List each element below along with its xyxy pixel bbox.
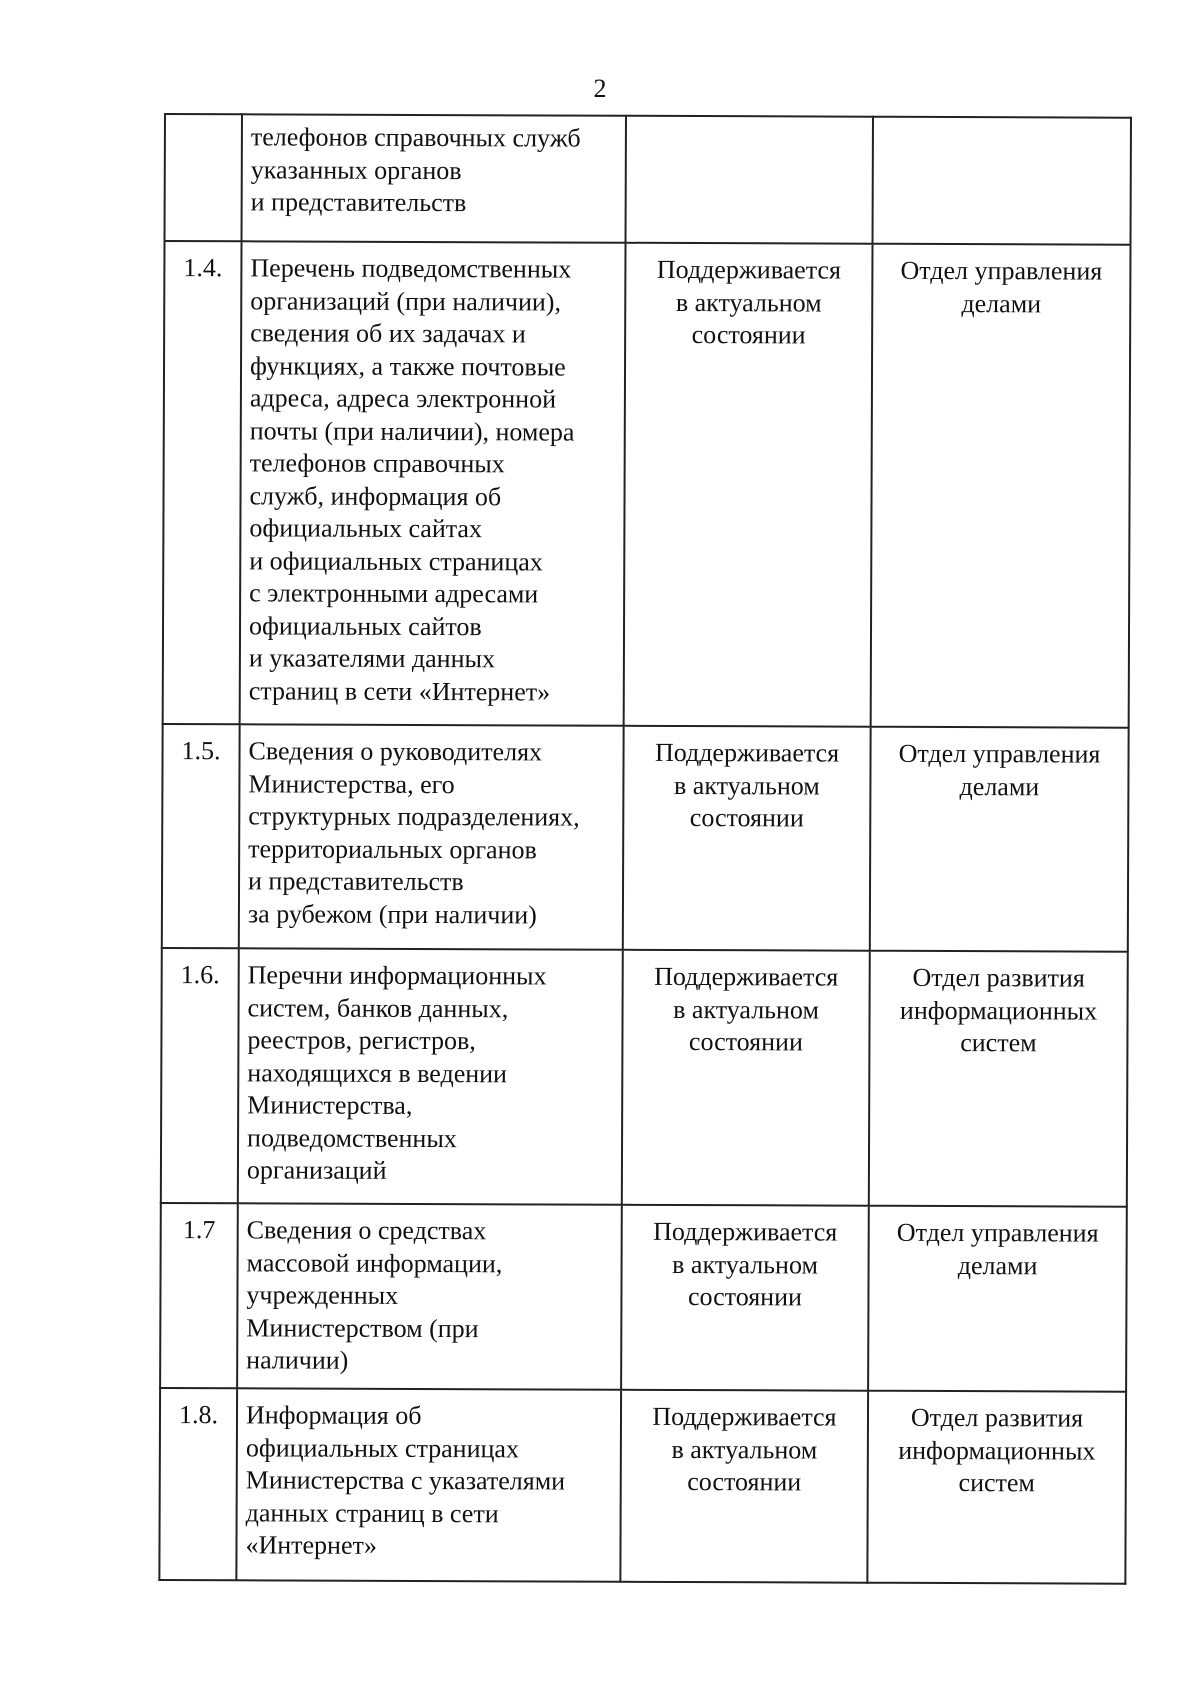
text-line: в актуальном (671, 1434, 818, 1465)
text-line: организаций (при наличии), (250, 285, 562, 317)
text-line: с электронными адресами (249, 578, 539, 609)
text-line: массовой информации, (246, 1247, 503, 1278)
text-line: Министерством (при (246, 1312, 479, 1343)
text-line: в актуальном (675, 287, 822, 318)
text-line: подведомственных (247, 1122, 457, 1153)
row-number-cell: 1.8. (159, 1388, 237, 1580)
page-number: 2 (593, 74, 607, 103)
text-line: Информация об (245, 1400, 422, 1430)
table-row (160, 1203, 1127, 1392)
text-line: «Интернет» (245, 1530, 377, 1560)
text-line: в актуальном (672, 1249, 819, 1280)
text-line: и указателями данных (248, 643, 496, 674)
row-number-cell: 1.5. (162, 724, 240, 948)
info-name-cell (238, 948, 623, 1204)
info-name-cell (240, 241, 626, 725)
responsible-dept-cell (868, 1206, 1127, 1392)
text-line: телефонов справочных (249, 448, 505, 479)
text-line: делами (959, 771, 1040, 801)
text-line: Перечни информационных (247, 960, 547, 991)
text-line: информационных (899, 995, 1098, 1026)
responsible-dept-cell (873, 117, 1131, 245)
update-term-cell (622, 950, 870, 1206)
text-line: в актуальном (673, 994, 819, 1025)
update-term-cell (620, 1390, 868, 1583)
text-line: территориальных органов (248, 833, 537, 864)
row-number-cell (165, 114, 242, 241)
table-row (161, 948, 1128, 1207)
disclosure-table (158, 113, 1132, 1585)
text-line: Отдел управления (900, 255, 1103, 286)
text-line: систем (958, 1468, 1035, 1498)
text-line: Министерства, его (248, 768, 455, 799)
text-line: состоянии (687, 1467, 802, 1497)
text-line: Сведения о руководителях (248, 736, 543, 767)
text-line: учрежденных (246, 1280, 399, 1310)
text-line: состоянии (689, 803, 804, 833)
info-name-cell (242, 114, 626, 242)
table-row (165, 114, 1131, 245)
text-line: Поддерживается (654, 961, 839, 992)
row-number-cell: 1.4. (163, 241, 242, 724)
text-line: Отдел развития (912, 962, 1085, 993)
text-line: состоянии (691, 320, 806, 350)
info-name-cell (239, 724, 624, 949)
text-line: Министерства с указателями (245, 1465, 566, 1496)
text-line: в актуальном (673, 770, 820, 801)
update-term-cell (621, 1205, 869, 1391)
text-line: структурных подразделениях, (248, 801, 580, 832)
update-term-cell (623, 726, 871, 951)
text-line: Сведения о средствах (246, 1215, 487, 1246)
update-term-cell (624, 243, 873, 727)
text-line: служб, информация об (249, 480, 502, 511)
text-line: Перечень подведомственных (250, 253, 572, 284)
text-line: официальных сайтах (249, 513, 483, 544)
responsible-dept-cell (867, 1391, 1126, 1584)
text-line: сведения об их задачах и (250, 318, 526, 349)
text-line: состоянии (687, 1282, 802, 1312)
row-number-cell: 1.6. (161, 948, 239, 1203)
text-line: и представительств (247, 866, 464, 897)
responsible-dept-cell (869, 951, 1128, 1207)
table-row (162, 724, 1129, 952)
text-line: Поддерживается (653, 1216, 838, 1247)
responsible-dept-cell (870, 727, 1129, 952)
text-line: страниц в сети «Интернет» (248, 675, 551, 706)
text-line: и представительств (250, 187, 467, 218)
text-line: официальных сайтов (248, 610, 482, 641)
text-line: функциях, а также почтовые (249, 350, 566, 382)
text-line: делами (961, 288, 1042, 318)
text-line: Министерства, (247, 1090, 413, 1120)
text-line: за рубежом (при наличии) (247, 898, 537, 929)
text-line: информационных (898, 1435, 1096, 1466)
info-name-cell (236, 1388, 621, 1581)
text-line: систем (960, 1028, 1037, 1058)
text-line: и официальных страницах (249, 545, 543, 576)
text-line: адреса, адреса электронной (249, 383, 557, 414)
text-line: почты (при наличии), номера (249, 415, 575, 447)
text-line: Отдел развития (910, 1402, 1084, 1433)
text-line: реестров, регистров, (247, 1025, 476, 1056)
text-line: официальных страницах (245, 1432, 520, 1463)
row-number-cell: 1.7 (160, 1203, 238, 1388)
update-term-cell (626, 116, 873, 244)
table-row (159, 1388, 1126, 1584)
text-line: Отдел управления (898, 738, 1101, 769)
text-line: наличии) (246, 1345, 349, 1375)
text-line: данных страниц в сети (245, 1497, 499, 1528)
text-line: систем, банков данных, (247, 992, 509, 1023)
text-line: делами (957, 1250, 1038, 1280)
text-line: телефонов справочных служб (250, 122, 581, 153)
info-name-cell (237, 1203, 622, 1389)
text-line: состоянии (688, 1027, 803, 1057)
text-line: находящихся в ведении (247, 1057, 508, 1088)
text-line: Поддерживается (656, 254, 842, 285)
text-line: Отдел управления (896, 1217, 1099, 1248)
text-line: указанных органов (250, 154, 462, 185)
text-line: организаций (246, 1155, 387, 1185)
responsible-dept-cell (871, 244, 1131, 728)
table-row (163, 241, 1131, 728)
text-line: Поддерживается (652, 1401, 837, 1432)
text-line: Поддерживается (654, 737, 840, 768)
